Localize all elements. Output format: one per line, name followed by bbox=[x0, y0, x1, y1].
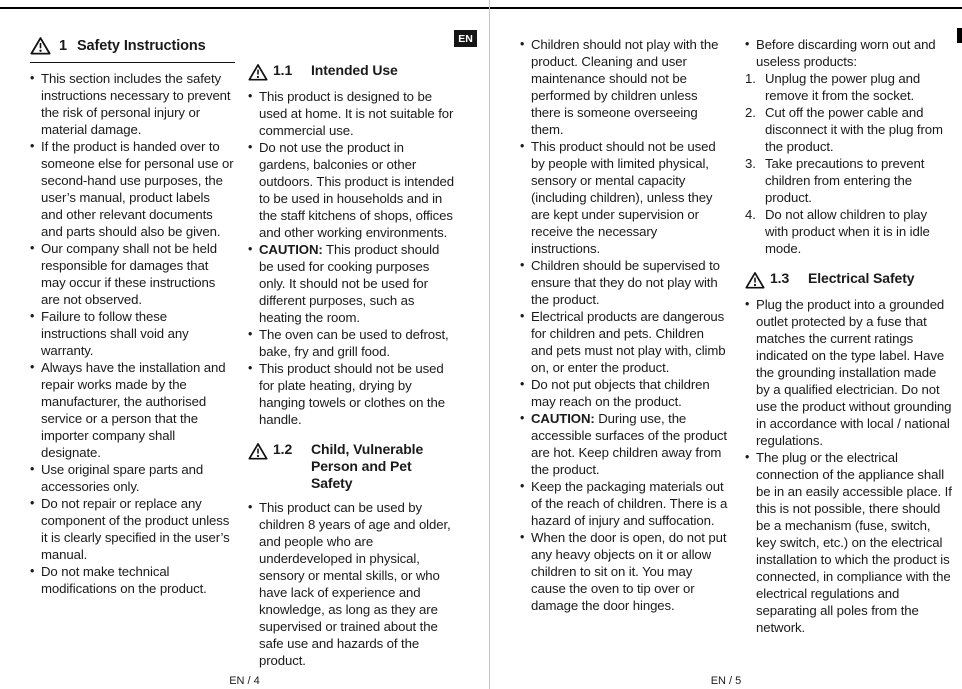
list-item bbox=[30, 563, 235, 597]
warning-triangle-icon bbox=[30, 36, 51, 55]
list-item bbox=[520, 36, 729, 138]
page-footer-right: EN / 5 bbox=[710, 675, 742, 687]
bullet-marker: • bbox=[30, 496, 35, 510]
list-item bbox=[30, 308, 235, 359]
numbered-item bbox=[745, 206, 952, 257]
list-item-text: Do not use the product in gardens, balconies or other outdoors. This product is intended to be used in households and in the staff kitchens of shops, offices and other working environments. bbox=[259, 140, 455, 240]
bullet-marker: • bbox=[520, 139, 525, 153]
numbered-item bbox=[745, 104, 952, 155]
bullet-marker: • bbox=[248, 500, 253, 514]
warning-triangle-icon bbox=[248, 442, 268, 460]
list-item-text: Do not put objects that children may reach on the product. bbox=[531, 377, 710, 409]
sub-section-header bbox=[248, 441, 456, 492]
list-item bbox=[248, 360, 456, 428]
list-item-text: Always have the installation and repair works made by the manufacturer, the authorised service or a person that the importer company shall designate. bbox=[41, 360, 226, 460]
bullet-marker: • bbox=[520, 258, 525, 272]
section-title: Intended Use bbox=[311, 62, 398, 78]
list-item bbox=[30, 70, 235, 138]
list-item-text: This product should not be used for plate heating, drying by hanging towels or clothes on the handle. bbox=[259, 361, 445, 427]
bullet-marker: • bbox=[30, 139, 35, 153]
section-number: 1.1 bbox=[273, 62, 293, 78]
list-item-text: When the door is open, do not put any heavy objects on it or allow children to sit on it. You may cause the oven to tip over or damage the door hinges. bbox=[531, 530, 727, 613]
list-item bbox=[248, 326, 456, 360]
warning-triangle-icon bbox=[248, 63, 268, 81]
section-title: Child, Vulnerable Person and Pet Safety bbox=[311, 441, 424, 491]
section-title: Safety Instructions bbox=[76, 37, 206, 54]
list-item-text: This section includes the safety instructions necessary to prevent the risk of personal injury or material damage. bbox=[41, 71, 231, 137]
language-badge: EN bbox=[454, 30, 477, 47]
list-item bbox=[520, 138, 729, 257]
list-item-text: Use original spare parts and accessories only. bbox=[41, 462, 204, 494]
bullet-marker: • bbox=[745, 297, 750, 311]
bullet-marker: • bbox=[520, 309, 525, 323]
bullet-marker: • bbox=[248, 361, 253, 375]
list-item bbox=[520, 257, 729, 308]
page-footer-left: EN / 4 bbox=[229, 675, 260, 687]
section-number: 1 bbox=[59, 37, 67, 54]
list-item bbox=[745, 36, 952, 70]
bullet-marker: • bbox=[30, 309, 35, 323]
list-item-text: Plug the product into a grounded outlet protected by a fuse that matches the current ratings indicated on the type label. Have the grounding installation made by a qualified electrician. Do not use the product without grounding in accordance with local / national regulations. bbox=[756, 297, 952, 448]
column-4 bbox=[745, 36, 952, 636]
section-number: 1.3 bbox=[770, 270, 790, 286]
list-item bbox=[520, 376, 729, 410]
list-item bbox=[520, 410, 729, 478]
list-item bbox=[30, 240, 235, 308]
numbered-item bbox=[745, 155, 952, 206]
list-item bbox=[520, 308, 729, 376]
section-header bbox=[30, 36, 235, 63]
list-item-text: This product is designed to be used at home. It is not suitable for commercial use. bbox=[259, 89, 454, 138]
bullet-marker: • bbox=[248, 140, 253, 154]
numbered-item-text: Do not allow children to play with product when it is in idle mode. bbox=[765, 207, 930, 256]
list-item-text: The plug or the electrical connection of the appliance shall be in an easily accessible place. If this is not possible, there should be a mechanism (fuse, switch, key switch, etc.) on the electrical installation to which the product is connected, in compliance with the electrical regulations and separating all poles from the network. bbox=[756, 450, 952, 635]
bullet-marker: • bbox=[30, 241, 35, 255]
item-number: 4. bbox=[745, 207, 756, 222]
bullet-marker: • bbox=[248, 327, 253, 341]
bullet-marker: • bbox=[520, 37, 525, 51]
bullet-marker: • bbox=[30, 462, 35, 476]
bullet-marker: • bbox=[248, 89, 253, 103]
caution-label: CAUTION: bbox=[259, 242, 323, 257]
list-item-text: This product should not be used by people with limited physical, sensory or mental capacity (including children), unless they are kept under supervision or receive the necessary instructions. bbox=[531, 139, 716, 256]
section-title: Electrical Safety bbox=[808, 270, 915, 286]
item-number: 3. bbox=[745, 156, 756, 171]
list-item bbox=[520, 478, 729, 529]
bullet-marker: • bbox=[520, 411, 525, 425]
list-item-text: Do not make technical modifications on the product. bbox=[41, 564, 207, 596]
sub-section-header bbox=[745, 270, 952, 289]
list-item-text: Our company shall not be held responsible for damages that may occur if these instructions are not observed. bbox=[41, 241, 217, 307]
bullet-marker: • bbox=[30, 71, 35, 85]
list-item-text: Keep the packaging materials out of the reach of children. There is a hazard of injury and suffocation. bbox=[531, 479, 728, 528]
list-item bbox=[745, 296, 952, 449]
list-item bbox=[30, 495, 235, 563]
bullet-marker: • bbox=[30, 564, 35, 578]
list-item bbox=[520, 529, 729, 614]
list-item-text: The oven can be used to defrost, bake, fry and grill food. bbox=[259, 327, 449, 359]
bullet-marker: • bbox=[248, 242, 253, 256]
page-right bbox=[490, 0, 962, 689]
bullet-marker: • bbox=[520, 530, 525, 544]
list-item-text: If the product is handed over to someone else for personal use or second-hand use purposes, the user’s manual, product labels and other relevant documents and parts should also be given. bbox=[41, 139, 234, 239]
list-item bbox=[745, 449, 952, 636]
list-item bbox=[248, 241, 456, 326]
list-item bbox=[248, 499, 456, 669]
column-1 bbox=[30, 36, 235, 597]
bullet-marker: • bbox=[745, 37, 750, 51]
list-item bbox=[248, 88, 456, 139]
list-item bbox=[30, 138, 235, 240]
list-item-text: Electrical products are dangerous for children and pets. Children and pets must not play with, climb on, or enter the product. bbox=[531, 309, 726, 375]
item-number: 1. bbox=[745, 71, 756, 86]
numbered-item-text: Take precautions to prevent children from entering the product. bbox=[765, 156, 925, 205]
list-item bbox=[30, 359, 235, 461]
column-3 bbox=[520, 36, 729, 614]
bullet-marker: • bbox=[520, 479, 525, 493]
sub-section-header bbox=[248, 62, 456, 81]
list-item-text: Before discarding worn out and useless products: bbox=[756, 37, 936, 69]
bullet-marker: • bbox=[30, 360, 35, 374]
list-item-text: CAUTION: This product should be used for cooking purposes only. It should not be used for different purposes, such as heating the room. bbox=[259, 242, 440, 325]
numbered-item-text: Cut off the power cable and disconnect it with the plug from the product. bbox=[765, 105, 943, 154]
list-item-text: Children should not play with the product. Cleaning and user maintenance should not be performed by children unless there is someone overseeing them. bbox=[531, 37, 719, 137]
list-item-text: This product can be used by children 8 years of age and older, and people who are underdeveloped in physical, sensory or mental skills, or who have lack of experience and knowledge, as long as they are supervised or trained about the safe use and hazards of the product. bbox=[259, 500, 451, 668]
column-2 bbox=[248, 62, 456, 669]
list-item-text: Do not repair or replace any component of the product unless it is clearly specified in the user’s manual. bbox=[41, 496, 230, 562]
warning-triangle-icon bbox=[745, 271, 765, 289]
list-item bbox=[30, 461, 235, 495]
list-item-text: CAUTION: During use, the accessible surfaces of the product are hot. Keep children away from the product. bbox=[531, 411, 727, 477]
item-number: 2. bbox=[745, 105, 756, 120]
list-item bbox=[248, 139, 456, 241]
bullet-marker: • bbox=[745, 450, 750, 464]
numbered-item-text: Unplug the power plug and remove it from the socket. bbox=[765, 71, 921, 103]
bullet-marker: • bbox=[520, 377, 525, 391]
list-item-text: Failure to follow these instructions shall void any warranty. bbox=[41, 309, 189, 358]
caution-label: CAUTION: bbox=[531, 411, 595, 426]
list-item-text: Children should be supervised to ensure that they do not play with the product. bbox=[531, 258, 720, 307]
numbered-item bbox=[745, 70, 952, 104]
section-number: 1.2 bbox=[273, 441, 293, 457]
